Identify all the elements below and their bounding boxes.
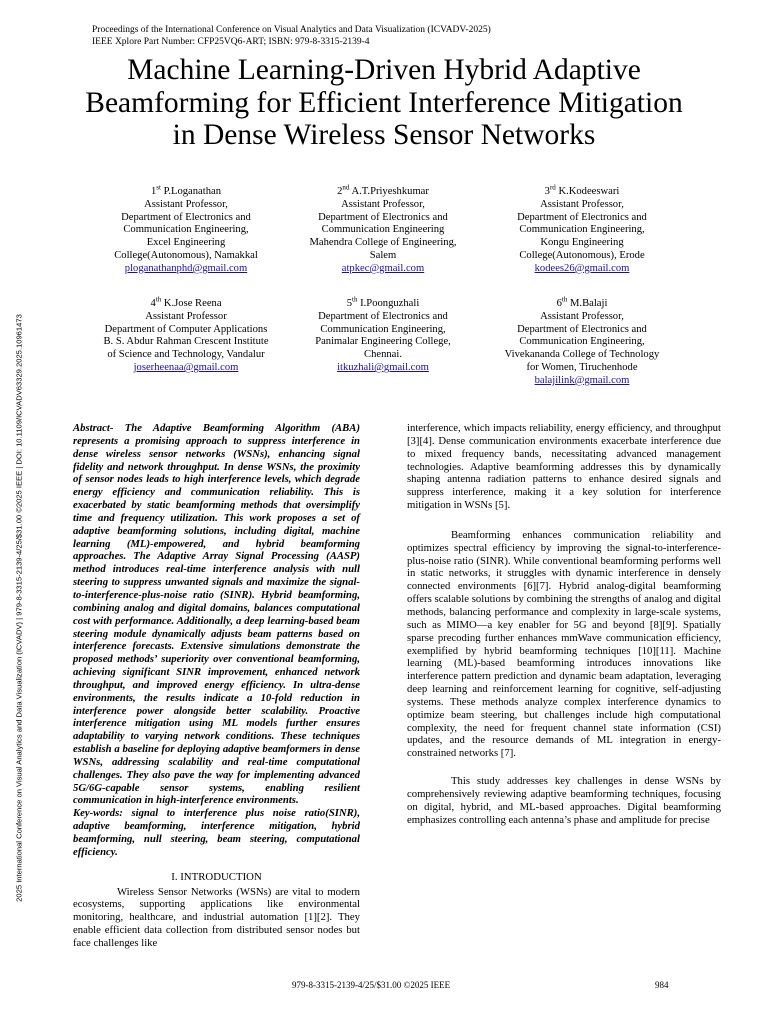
author-affiliation-line: Panimalar Engineering College, xyxy=(315,336,451,348)
doi-sidebar-text: 2025 International Conference on Visual Analytics and Data Visualization (ICVADV) | 979-8-3315-2139-4/25/$31.00 ©2025 IEEE | DOI: 10.1109/ICVADV63329.2025.10961473 xyxy=(14,314,24,902)
author-name: 4th K.Jose Reena xyxy=(150,295,222,309)
ieee-line: IEEE Xplore Part Number: CFP25VQ6-ART; ISBN: 979-8-3315-2139-4 xyxy=(92,37,370,47)
author-email-link[interactable]: atpkec@gmail.com xyxy=(341,262,425,274)
author-affiliation-line: Chennai. xyxy=(364,349,402,361)
author-affiliation-line: College(Autonomous), Erode xyxy=(519,249,645,261)
section-heading: I. INTRODUCTION xyxy=(171,870,262,883)
author-affiliation-line: Department of Computer Applications xyxy=(104,323,268,335)
author-name: 5th I.Poonguzhali xyxy=(346,295,420,309)
body-paragraph: This study addresses key challenges in dense WSNs by comprehensively reviewing adaptive beamforming techniques, focusing on digital, hybrid, and ML-based approaches. Digital beamforming emphasizes controlling each antenna’s phase and amplitude for precise xyxy=(407,775,721,826)
footer-copyright: 979-8-3315-2139-4/25/$31.00 ©2025 IEEE xyxy=(292,980,451,990)
author-affiliation-line: Assistant Professor, xyxy=(540,310,624,322)
body-paragraph: Beamforming enhances communication reliability and optimizes spectral efficiency by improving the signal-to-interference-plus-noise ratio (SINR). While conventional beamforming performs well in static networks, it struggles with dynamic interference in densely connected environments [6][7]. Hybrid analog-digital beamforming offers scalable solutions by combining the strengths of analog and digital methods, balancing performance and complexity in large-scale systems, such as MIMO—a key enabler for 5G and beyond [8][9]. Spatially sparse precoding further enhances mmWave communication efficiency, exemplified by hybrid beamforming techniques [10][11]. Machine learning (ML)-based beamforming introduces innovations like interference pattern prediction and dynamic beam adaptation, leveraging deep learning and reinforcement learning for cognitive, self-adjusting systems. These methods analyze complex interference dynamics to optimize beam steering, but challenges include high computational complexity, the need for frequent channel state information (CSI) updates, and the resource demands of ML integration in energy-constrained networks [7]. xyxy=(407,528,721,760)
author-name: 2nd A.T.Priyeshkumar xyxy=(337,183,429,197)
author-affiliation-line: Communication Engineering, xyxy=(519,336,645,348)
author-affiliation-line: Communication Engineering, xyxy=(519,224,645,236)
author-affiliation-line: Assistant Professor, xyxy=(540,198,624,210)
author-affiliation-line: Assistant Professor xyxy=(145,310,227,322)
keywords: Key-words: signal to interference plus noise ratio(SINR), adaptive beamforming, interference mitigation, hybrid beamforming, null steering, beam steering, computational efficiency. xyxy=(73,807,360,858)
author-affiliation-line: Department of Electronics and xyxy=(517,323,647,335)
author-name: 3rd K.Kodeeswari xyxy=(544,183,620,197)
author-affiliation-line: Salem xyxy=(369,249,397,261)
author-email-link[interactable]: ploganathanphd@gmail.com xyxy=(124,262,248,274)
author-affiliation-line: Communication Engineering xyxy=(321,224,445,236)
author-affiliation-line: College(Autonomous), Namakkal xyxy=(114,249,258,261)
abstract: Abstract- The Adaptive Beamforming Algorithm (ABA) represents a promising approach to suppress interference in dense wireless sensor networks (WSNs), enhancing signal fidelity and network throughput. In dense WSNs, the proximity of sensor nodes leads to high interference levels, which degrade energy efficiency and communication reliability. This is exacerbated by static beamforming methods that oversimplify time and frequency utilization. This work proposes a set of adaptive beamforming solutions, including digital, machine learning (ML)-empowered, and hybrid beamforming approaches. The Adaptive Array Signal Processing (AASP) method introduces real-time interference analysis with null steering to suppress unwanted signals and maximize the signal-to-interference-plus-noise ratio (SINR). Hybrid beamforming, combining analog and digital domains, balances computational cost with performance. Additionally, a deep learning-based beam steering module dynamically adjusts beam patterns based on interference forecasts. Extensive simulations demonstrate the proposed methods’ superiority over conventional beamforming, achieving significant SINR improvement, enhanced network throughput, and improved energy efficiency. In ultra-dense environments, the results indicate a 10-fold reduction in interference power alongside better scalability. Proactive interference mitigation using ML models further ensures adaptability to varying network conditions. These techniques establish a baseline for deploying adaptive beamformers in dense WSNs, addressing scalability and real-time computational challenges. They also pave the way for implementing advanced 5G/6G-capable sensor systems, enabling resilient communication in high-interference environments. xyxy=(73,422,360,807)
paper-title: Machine Learning-Driven Hybrid Adaptive Beamforming for Efficient Interference Mitigation in Dense Wireless Sensor Networks xyxy=(85,54,683,151)
author-affiliation-line: Communication Engineering, xyxy=(320,323,446,335)
author-affiliation-line: Department of Electronics and xyxy=(121,211,251,223)
author-email-link[interactable]: balajilink@gmail.com xyxy=(534,374,630,386)
doi-sidebar xyxy=(14,262,24,954)
author-block xyxy=(86,295,286,375)
author-affiliation-line: Assistant Professor, xyxy=(341,198,425,210)
author-email-link[interactable]: itkuzhali@gmail.com xyxy=(337,361,429,373)
author-affiliation-line: Department of Electronics and xyxy=(517,211,647,223)
author-email-link[interactable]: kodees26@gmail.com xyxy=(534,262,630,274)
conference-line: Proceedings of the International Conference on Visual Analytics and Data Visualization (ICVADV-2025) xyxy=(92,25,491,35)
author-affiliation-line: Kongu Engineering xyxy=(540,237,624,249)
author-name: 6th M.Balaji xyxy=(556,295,608,309)
author-affiliation-line: B. S. Abdur Rahman Crescent Institute xyxy=(103,336,269,348)
author-affiliation-line: of Science and Technology, Vandalur xyxy=(107,349,265,361)
conference-header xyxy=(92,24,491,48)
author-affiliation-line: for Women, Tiruchenhode xyxy=(526,361,638,373)
author-affiliation-line: Communication Engineering, xyxy=(123,224,249,236)
author-email-link[interactable]: joserheenaa@gmail.com xyxy=(133,361,239,373)
author-affiliation-line: Mahendra College of Engineering, xyxy=(309,237,457,249)
author-block xyxy=(86,183,286,276)
author-block xyxy=(285,295,481,375)
author-block xyxy=(484,183,680,276)
author-affiliation-line: Department of Electronics and xyxy=(318,310,448,322)
intro-paragraph: Wireless Sensor Networks (WSNs) are vital to modern ecosystems, supporting applications like environmental monitoring, healthcare, and industrial automation [1][2]. They enable efficient data collection from distributed sensor nodes but face challenges like xyxy=(73,885,360,949)
author-affiliation-line: Assistant Professor, xyxy=(144,198,228,210)
author-block xyxy=(484,295,680,388)
author-affiliation-line: Department of Electronics and xyxy=(318,211,448,223)
author-block xyxy=(285,183,481,276)
author-affiliation-line: Excel Engineering xyxy=(146,237,226,249)
body-paragraph: interference, which impacts reliability, energy efficiency, and throughput [3][4]. Dense communication environments exacerbate interference due to mixed frequency bands, necessitating advanced management technologies. Adaptive beamforming addresses this by dynamically shaping antenna radiation patterns to enhance desired signals and suppress interference, making it a key solution for interference mitigation in WSNs [5]. xyxy=(407,422,721,512)
page-number: 984 xyxy=(655,980,669,990)
author-affiliation-line: Vivekananda College of Technology xyxy=(504,349,660,361)
left-column xyxy=(73,422,360,950)
author-name: 1st P.Loganathan xyxy=(151,183,221,197)
right-column xyxy=(407,422,721,826)
